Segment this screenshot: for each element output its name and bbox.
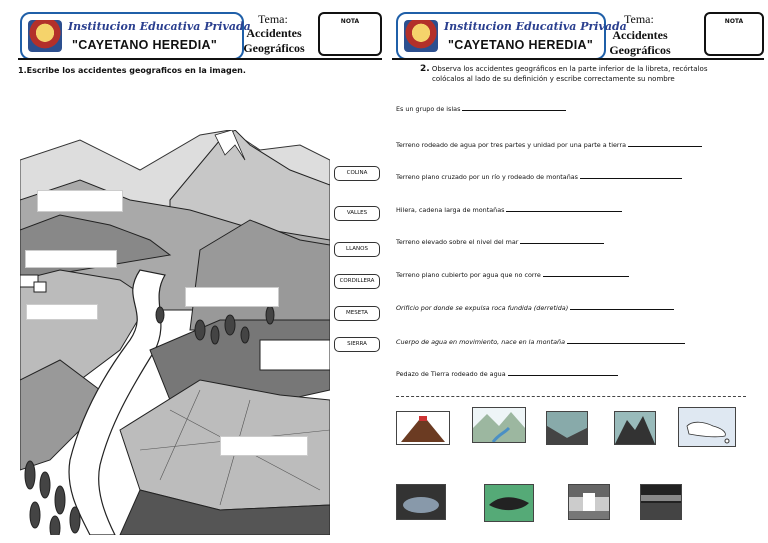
question-text: Terreno elevado sobre el nivel del mar [396,238,519,246]
exercise-2-number: 2. [420,64,430,74]
answer-line[interactable] [543,270,629,277]
question-4 [396,205,622,214]
word-meseta[interactable]: MESETA [334,306,380,321]
tema-title-line-1: Accidentes [246,26,302,40]
grade-box [318,12,382,56]
exercise-2-line-1: Observa los accidentes geográficos en la parte inferior de la libreta, recórtalos [431,65,708,73]
exercise-1-instruction: 1.Escribe los accidentes geograficos en la imagen. [18,66,246,75]
school-crest-icon [28,20,62,52]
grade-box-label: NOTA [724,18,744,25]
question-text: Terreno plano cruzado por un río y rodeado de montañas [396,173,579,181]
tema-title [604,28,676,58]
school-name: "CAYETANO HEREDIA" [448,38,594,52]
question-text: Cuerpo de agua en movimiento, nace en la montaña [396,338,565,346]
label-blank-2[interactable] [25,250,117,268]
school-crest-icon [404,20,438,52]
question-text: Orificio por donde se expulsa roca fundida (derretida) [396,304,569,312]
word-sierra[interactable]: SIERRA [334,337,380,352]
exercise-2-instruction [420,64,760,84]
question-text: Terreno rodeado de agua por tres partes y unidad por una parte a tierra [396,141,626,149]
word-valles[interactable]: VALLES [334,206,380,221]
question-1 [396,104,566,113]
exercise-2-line-2: colócalos al lado de su definición y escribe correctamente su nombre [432,75,675,83]
volcano-image[interactable] [396,411,450,445]
answer-line[interactable] [462,104,566,111]
label-blank-1[interactable] [37,190,123,212]
peninsula-image[interactable] [484,484,534,522]
question-text: Es un grupo de islas [396,105,461,113]
valley-image[interactable] [472,407,526,443]
answer-line[interactable] [580,172,682,179]
word-cordillera[interactable]: CORDILLERA [334,274,380,289]
label-blank-5[interactable] [220,436,308,456]
tema-label: Tema: [624,12,654,26]
header-rule [18,58,382,60]
grade-box-label: NOTA [340,18,360,25]
lake-image[interactable] [396,484,446,520]
answer-line[interactable] [508,369,618,376]
institution-name: Institucion Educativa Privada [444,20,627,33]
label-blank-3[interactable] [26,304,98,320]
header-rule [392,58,764,60]
answer-line[interactable] [628,140,702,147]
tema-title-line-2: Geográficos [609,43,671,57]
plain-image[interactable] [640,484,682,520]
question-text: Terreno plano cubierto por agua que no corre [396,271,541,279]
tema-label: Tema: [258,12,288,26]
island-map-image[interactable] [678,407,736,447]
question-text: Hilera, cadena larga de montañas [396,206,505,214]
answer-line[interactable] [567,337,685,344]
answer-line[interactable] [520,237,604,244]
question-5 [396,237,604,246]
school-name: "CAYETANO HEREDIA" [72,38,218,52]
question-7 [396,303,674,312]
tema-title-line-1: Accidentes [612,28,668,42]
question-3 [396,172,682,181]
question-6 [396,270,629,279]
school-header [396,12,627,60]
waterfall-image[interactable] [568,484,610,520]
label-blank-4[interactable] [185,287,279,307]
answer-line[interactable] [506,205,622,212]
canyon-image[interactable] [546,411,588,445]
question-9 [396,369,618,378]
tema-title [238,26,310,56]
cut-line [396,396,746,397]
school-header [20,12,251,60]
question-2 [396,140,702,149]
answer-line[interactable] [570,303,674,310]
word-llanos[interactable]: LLANOS [334,242,380,257]
question-8 [396,337,685,346]
word-colina[interactable]: COLINA [334,166,380,181]
mountain-range-image[interactable] [614,411,656,445]
institution-name: Institucion Educativa Privada [68,20,251,33]
tema-title-line-2: Geográficos [243,41,305,55]
question-text: Pedazo de Tierra rodeado de agua [396,370,506,378]
grade-box [704,12,764,56]
